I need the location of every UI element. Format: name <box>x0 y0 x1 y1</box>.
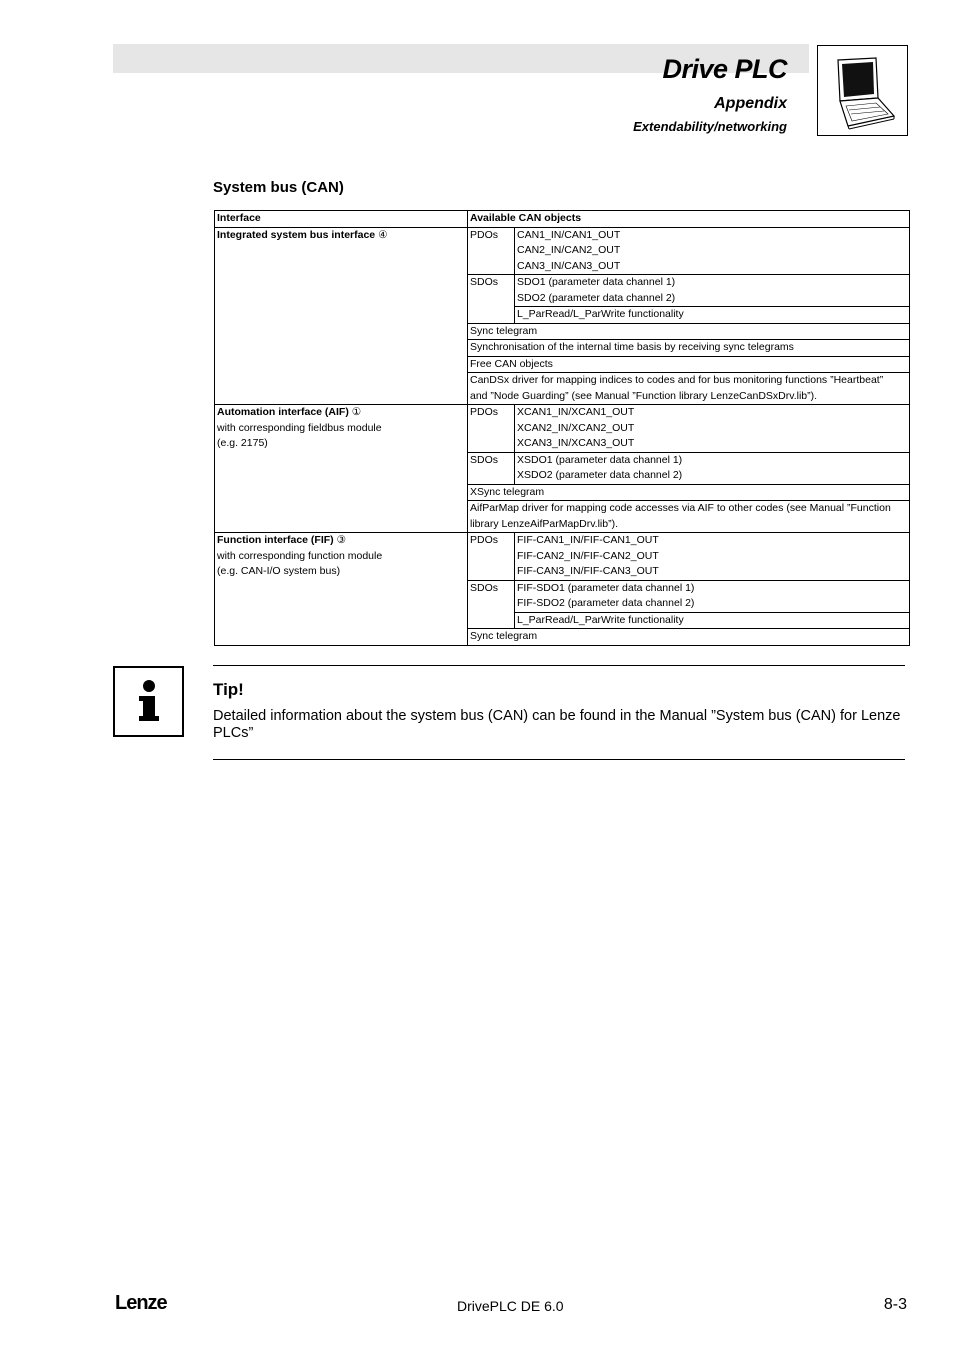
sdo-list <box>515 580 910 612</box>
pdo-label: PDOs <box>468 227 515 275</box>
tip-title: Tip! <box>213 680 244 699</box>
text-line: and ”Node Guarding” (see Manual ”Function library LenzeCanDSxDrv.lib”). <box>470 389 818 402</box>
candsx-driver <box>468 373 910 405</box>
sdo-label: SDOs <box>468 452 515 484</box>
interface-detail: (e.g. 2175) <box>217 437 268 449</box>
pdo-label: PDOs <box>468 533 515 581</box>
lenze-logo: Lenze <box>115 1292 167 1314</box>
interface-aif <box>215 405 468 533</box>
interface-integrated <box>215 227 468 405</box>
list-item: FIF-CAN1_IN/FIF-CAN1_OUT <box>517 534 659 546</box>
table-row <box>215 227 910 275</box>
list-item: FIF-CAN3_IN/FIF-CAN3_OUT <box>517 565 659 577</box>
pdo-list <box>515 227 910 275</box>
sdo-functionality: L_ParRead/L_ParWrite functionality <box>515 612 910 629</box>
marker: ③ <box>336 534 347 546</box>
interface-detail: with corresponding fieldbus module <box>217 421 382 434</box>
pdo-list <box>515 405 910 453</box>
list-item: XCAN2_IN/XCAN2_OUT <box>517 421 635 434</box>
text-line: library LenzeAifParMapDrv.lib”). <box>470 517 619 530</box>
chapter-title: Appendix <box>714 95 787 112</box>
sdo-label: SDOs <box>468 580 515 629</box>
header-can-objects: Available CAN objects <box>468 211 910 228</box>
xsync-telegram: XSync telegram <box>468 484 910 501</box>
can-objects-table <box>214 210 910 646</box>
marker: ① <box>351 406 362 418</box>
sync-telegram: Sync telegram <box>468 323 910 340</box>
aifparmap-driver <box>468 501 910 533</box>
sdo-label: SDOs <box>468 275 515 324</box>
interface-fif <box>215 533 468 646</box>
interface-name: Automation interface (AIF) <box>217 406 349 418</box>
section-name: Extendability/networking <box>633 119 787 134</box>
sdo-functionality: L_ParRead/L_ParWrite functionality <box>515 307 910 324</box>
header-interface: Interface <box>215 211 468 228</box>
list-item: XSDO1 (parameter data channel 1) <box>517 453 683 466</box>
interface-detail: (e.g. CAN-I/O system bus) <box>217 565 341 577</box>
list-item: XCAN1_IN/XCAN1_OUT <box>517 406 635 418</box>
text-line: CanDSx driver for mapping indices to codes and for bus monitoring functions ”Heartbeat” <box>470 374 884 386</box>
list-item: XCAN3_IN/XCAN3_OUT <box>517 437 635 449</box>
table-row <box>215 405 910 453</box>
sync-telegram: Sync telegram <box>468 629 910 646</box>
list-item: SDO2 (parameter data channel 2) <box>517 291 676 304</box>
interface-name: Integrated system bus interface <box>217 228 376 241</box>
pdo-list <box>515 533 910 581</box>
list-item: CAN2_IN/CAN2_OUT <box>517 244 621 256</box>
interface-detail: with corresponding function module <box>217 549 383 562</box>
synchronisation: Synchronisation of the internal time basis by receiving sync telegrams <box>468 340 910 357</box>
divider <box>213 665 905 666</box>
interface-name: Function interface (FIF) <box>217 534 334 546</box>
pdo-label: PDOs <box>468 405 515 453</box>
document-name: DrivePLC DE 6.0 <box>457 1298 564 1314</box>
free-can-objects: Free CAN objects <box>468 356 910 373</box>
page-number: 8-3 <box>883 1296 907 1313</box>
list-item: XSDO2 (parameter data channel 2) <box>517 469 683 481</box>
list-item: FIF-CAN2_IN/FIF-CAN2_OUT <box>517 549 659 562</box>
page-title: Drive PLC <box>662 54 787 84</box>
text-line: AifParMap driver for mapping code accesses via AIF to other codes (see Manual ”Function <box>470 502 891 514</box>
sdo-list <box>515 275 910 307</box>
divider <box>213 759 905 760</box>
laptop-icon <box>817 45 908 136</box>
tip-text: Detailed information about the system bus (CAN) can be found in the Manual ”System bus (CAN) for Lenze PLCs” <box>213 708 901 741</box>
table-row <box>215 533 910 581</box>
list-item: CAN1_IN/CAN1_OUT <box>517 228 621 241</box>
section-title: System bus (CAN) <box>213 179 344 196</box>
list-item: FIF-SDO1 (parameter data channel 1) <box>517 581 695 594</box>
list-item: FIF-SDO2 (parameter data channel 2) <box>517 597 695 609</box>
list-item: CAN3_IN/CAN3_OUT <box>517 259 621 272</box>
marker: ④ <box>378 228 388 241</box>
sdo-list <box>515 452 910 484</box>
list-item: SDO1 (parameter data channel 1) <box>517 276 676 288</box>
table-header-row <box>215 211 910 228</box>
info-icon <box>113 666 184 737</box>
